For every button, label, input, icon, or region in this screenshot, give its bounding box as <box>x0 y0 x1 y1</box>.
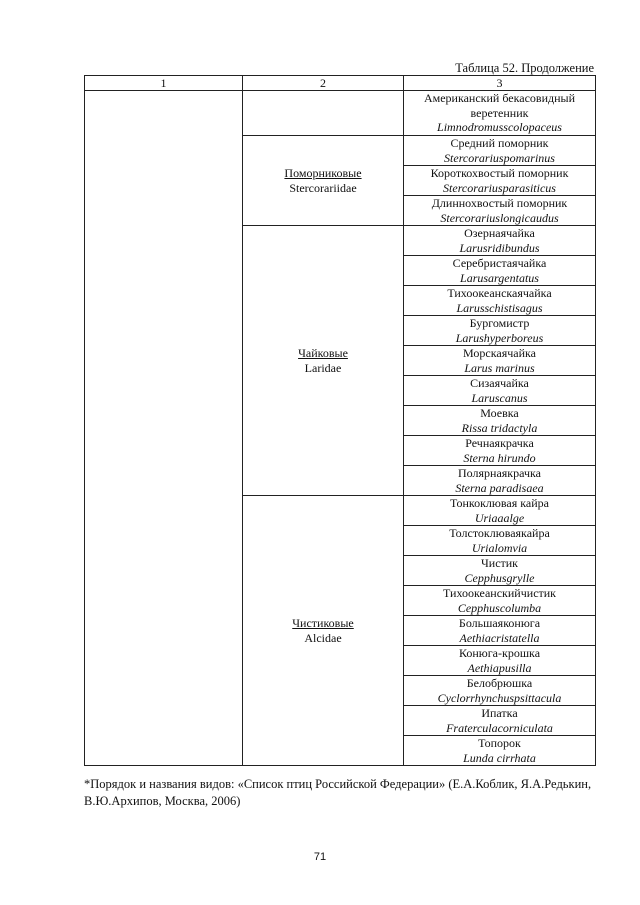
species-name-latin: Rissa tridactyla <box>461 420 538 435</box>
family-name-ru: Чайковые <box>298 346 348 360</box>
species-name-ru: Тонкоклювая кайра <box>450 496 549 510</box>
species-cell <box>404 736 596 766</box>
species-name-latin: Larusridibundus <box>459 240 540 255</box>
species-name-latin: Uriaaalge <box>474 510 525 525</box>
table-row <box>85 91 596 136</box>
species-name-ru: Речнаякрачка <box>465 436 534 450</box>
species-name-ru: Чистик <box>480 556 519 570</box>
species-name-ru: Американский бекасовидный веретенник <box>423 91 576 120</box>
species-cell <box>404 586 596 616</box>
species-name-latin: Stercorariuspomarinus <box>444 150 555 165</box>
species-cell <box>404 466 596 496</box>
family-cell <box>243 91 404 136</box>
species-cell <box>404 91 596 136</box>
species-cell <box>404 436 596 466</box>
family-name-latin: Stercorariidae <box>289 180 357 195</box>
species-cell <box>404 346 596 376</box>
table-header-row <box>85 76 596 91</box>
species-name-ru: Длиннохвостый поморник <box>431 196 568 210</box>
species-cell <box>404 556 596 586</box>
species-cell <box>404 646 596 676</box>
species-name-latin: Lunda cirrhata <box>463 750 536 765</box>
species-cell <box>404 706 596 736</box>
footnote: *Порядок и названия видов: «Список птиц Российской Федерации» (Е.А.Коблик, Я.А.Редькин, В.Ю.Архипов, Москва, 2006) <box>84 777 592 808</box>
species-cell <box>404 136 596 166</box>
species-name-latin: Stercorariusparasiticus <box>443 180 556 195</box>
species-table <box>84 75 596 766</box>
species-cell <box>404 676 596 706</box>
family-name-ru: Чистиковые <box>292 616 354 630</box>
family-cell <box>243 226 404 496</box>
header-col-2: 2 <box>243 76 404 91</box>
species-cell <box>404 376 596 406</box>
header-col-3: 3 <box>404 76 596 91</box>
species-name-latin: Limnodromusscolopaceus <box>437 120 562 135</box>
species-cell <box>404 316 596 346</box>
family-name-ru: Поморниковые <box>284 166 362 180</box>
family-name-latin: Alcidae <box>304 630 342 645</box>
species-name-latin: Larusschistisagus <box>456 300 543 315</box>
species-name-latin: Urialomvia <box>471 540 528 555</box>
species-cell <box>404 496 596 526</box>
species-name-latin: Aethiapusilla <box>467 660 532 675</box>
family-cell <box>243 496 404 766</box>
species-cell <box>404 616 596 646</box>
species-name-ru: Короткохвостый поморник <box>430 166 569 180</box>
species-name-latin: Cyclorrhynchuspsittacula <box>437 690 562 705</box>
species-name-latin: Larushyperboreus <box>455 330 544 345</box>
species-name-ru: Большаяконюга <box>458 616 541 630</box>
species-name-latin: Fraterculacorniculata <box>446 720 553 735</box>
species-cell <box>404 406 596 436</box>
species-name-ru: Тихоокеанскийчистик <box>442 586 557 600</box>
species-name-ru: Морскаячайка <box>463 346 536 360</box>
species-name-ru: Толстоклюваякайра <box>449 526 550 540</box>
species-name-latin: Cepphusgrylle <box>464 570 535 585</box>
header-col-1: 1 <box>85 76 243 91</box>
species-name-latin: Larus marinus <box>464 360 535 375</box>
species-name-latin: Sterna hirundo <box>463 450 536 465</box>
species-cell <box>404 166 596 196</box>
species-name-ru: Полярнаякрачка <box>458 466 541 480</box>
page-number: 71 <box>313 851 327 863</box>
species-name-latin: Larusargentatus <box>460 270 539 285</box>
species-name-ru: Тихоокеанскаячайка <box>447 286 552 300</box>
species-cell <box>404 226 596 256</box>
species-name-ru: Конюга-крошка <box>458 646 541 660</box>
species-cell <box>404 286 596 316</box>
species-name-latin: Laruscanus <box>471 390 528 405</box>
family-name-latin: Laridae <box>304 360 342 375</box>
species-name-ru: Средний поморник <box>450 136 549 150</box>
species-name-ru: Бургомистр <box>469 316 530 330</box>
species-cell <box>404 526 596 556</box>
species-name-ru: Ипатка <box>481 706 518 720</box>
species-name-ru: Моевка <box>480 406 519 420</box>
table-caption: Таблица 52. Продолжение <box>455 61 594 75</box>
species-name-latin: Cepphuscolumba <box>457 600 542 615</box>
species-name-ru: Белобрюшка <box>466 676 533 690</box>
species-name-ru: Озернаячайка <box>464 226 535 240</box>
species-name-latin: Aethiacristatella <box>459 630 540 645</box>
species-cell <box>404 256 596 286</box>
family-cell <box>243 136 404 226</box>
species-name-latin: Stercorariuslongicaudus <box>440 210 559 225</box>
species-name-ru: Серебристаячайка <box>452 256 547 270</box>
species-name-ru: Топорок <box>478 736 521 750</box>
species-cell <box>404 196 596 226</box>
species-table-body <box>85 76 596 766</box>
order-cell <box>85 91 243 766</box>
species-name-ru: Сизаячайка <box>470 376 529 390</box>
species-name-latin: Sterna paradisaea <box>455 480 544 495</box>
